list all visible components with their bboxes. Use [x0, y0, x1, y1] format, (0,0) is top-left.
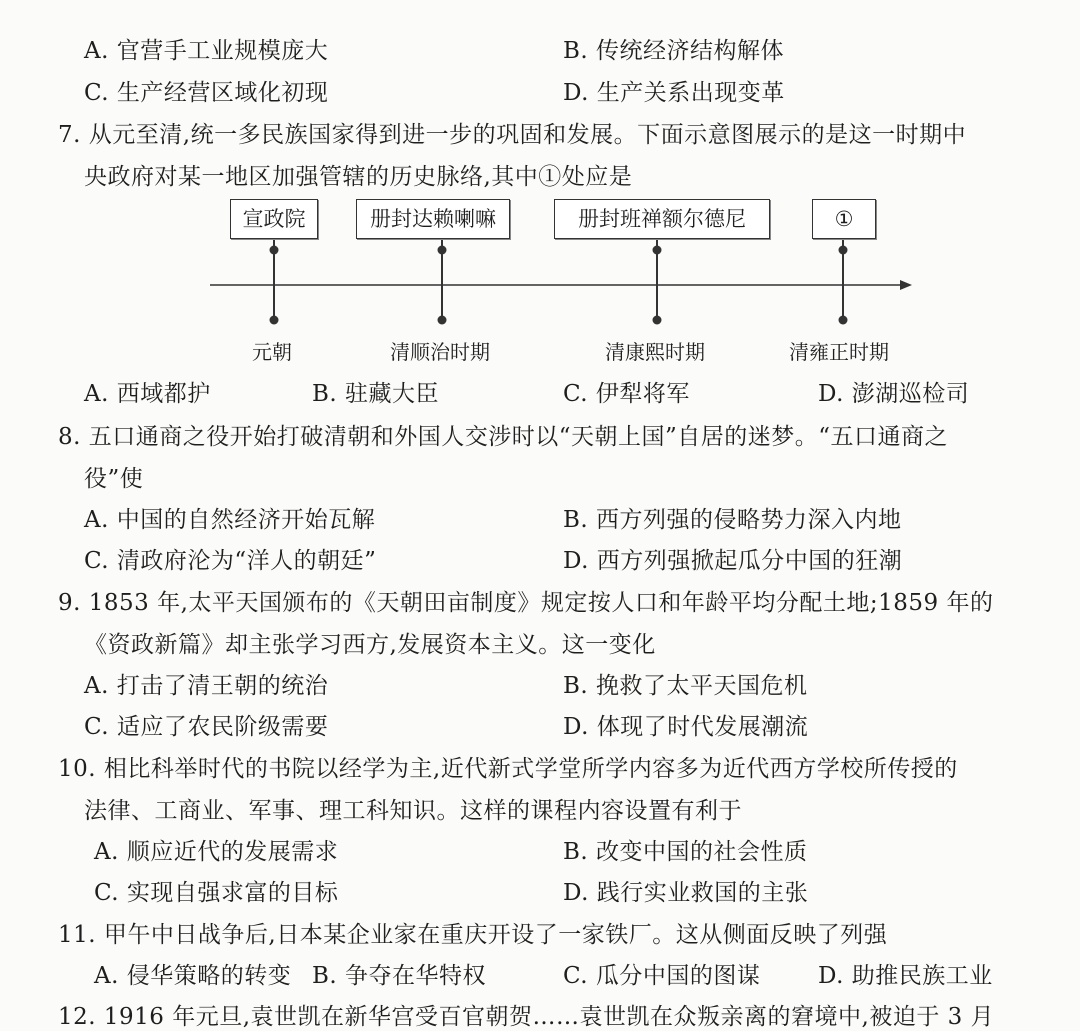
- q8-option-b: B. 西方列强的侵略势力深入内地: [563, 507, 902, 533]
- q11-option-a: A. 侵华策略的转变: [94, 963, 292, 989]
- q9-option-a: A. 打击了清王朝的统治: [84, 673, 329, 699]
- q8-stem-line2: 役”使: [84, 466, 144, 492]
- q12-stem-line1: 12. 1916 年元旦,袁世凯在新华宫受百官朝贺……袁世凯在众叛亲离的窘境中,被迫于 3 月: [58, 1004, 995, 1030]
- timeline-tick-1: [270, 240, 279, 325]
- q6-option-b: B. 传统经济结构解体: [563, 38, 785, 64]
- q7-stem-line1: 7. 从元至清,统一多民族国家得到进一步的巩固和发展。下面示意图展示的是这一时期中: [58, 122, 967, 148]
- q10-option-d: D. 践行实业救国的主张: [563, 880, 809, 906]
- q9-option-b: B. 挽救了太平天国危机: [563, 673, 808, 699]
- timeline-tick-3: [653, 240, 662, 325]
- timeline-era-4: 清雍正时期: [789, 340, 889, 364]
- q7-option-b: B. 驻藏大臣: [312, 381, 440, 407]
- q7-stem-line2: 央政府对某一地区加强管辖的历史脉络,其中①处应是: [84, 164, 633, 190]
- timeline-tick-4: [839, 240, 848, 325]
- timeline-era-3: 清康熙时期: [605, 340, 705, 364]
- q10-stem-line1: 10. 相比科举时代的书院以经学为主,近代新式学堂所学内容多为近代西方学校所传授的: [58, 756, 958, 782]
- q8-option-c: C. 清政府沦为“洋人的朝廷”: [84, 548, 377, 574]
- q11-option-c: C. 瓜分中国的图谋: [563, 963, 761, 989]
- timeline-event-1: 宣政院: [230, 199, 318, 239]
- q8-option-a: A. 中国的自然经济开始瓦解: [84, 507, 376, 533]
- timeline-arrow-head: [900, 280, 912, 290]
- q8-option-d: D. 西方列强掀起瓜分中国的狂潮: [563, 548, 903, 574]
- q8-stem-line1: 8. 五口通商之役开始打破清朝和外国人交涉时以“天朝上国”自居的迷梦。“五口通商之: [58, 424, 949, 450]
- timeline-tick-2: [438, 240, 447, 325]
- q10-option-c: C. 实现自强求富的目标: [94, 880, 339, 906]
- q10-stem-line2: 法律、工商业、军事、理工科知识。这样的课程内容设置有利于: [84, 798, 742, 824]
- q9-stem-line2: 《资政新篇》却主张学习西方,发展资本主义。这一变化: [84, 632, 656, 658]
- q9-option-c: C. 适应了农民阶级需要: [84, 714, 329, 740]
- q11-option-b: B. 争夺在华特权: [312, 963, 487, 989]
- q7-option-d: D. 澎湖巡检司: [818, 381, 970, 407]
- timeline-era-2: 清顺治时期: [390, 340, 490, 364]
- q7-option-c: C. 伊犁将军: [563, 381, 690, 407]
- q10-option-a: A. 顺应近代的发展需求: [94, 839, 339, 865]
- timeline-era-1: 元朝: [252, 340, 292, 364]
- q11-stem-line1: 11. 甲午中日战争后,日本某企业家在重庆开设了一家铁厂。这从侧面反映了列强: [58, 922, 888, 948]
- q9-stem-line1: 9. 1853 年,太平天国颁布的《天朝田亩制度》规定按人口和年龄平均分配土地;1859 年的: [58, 590, 994, 616]
- q9-option-d: D. 体现了时代发展潮流: [563, 714, 809, 740]
- timeline-event-3: 册封班禅额尔德尼: [554, 199, 770, 239]
- q6-option-d: D. 生产关系出现变革: [563, 80, 785, 106]
- timeline-event-2: 册封达赖喇嘛: [356, 199, 510, 239]
- q11-option-d: D. 助推民族工业: [818, 963, 993, 989]
- q6-option-c: C. 生产经营区域化初现: [84, 80, 329, 106]
- q10-option-b: B. 改变中国的社会性质: [563, 839, 808, 865]
- q6-option-a: A. 官营手工业规模庞大: [84, 38, 329, 64]
- timeline-event-4: ①: [812, 199, 876, 239]
- q7-option-a: A. 西域都护: [84, 381, 211, 407]
